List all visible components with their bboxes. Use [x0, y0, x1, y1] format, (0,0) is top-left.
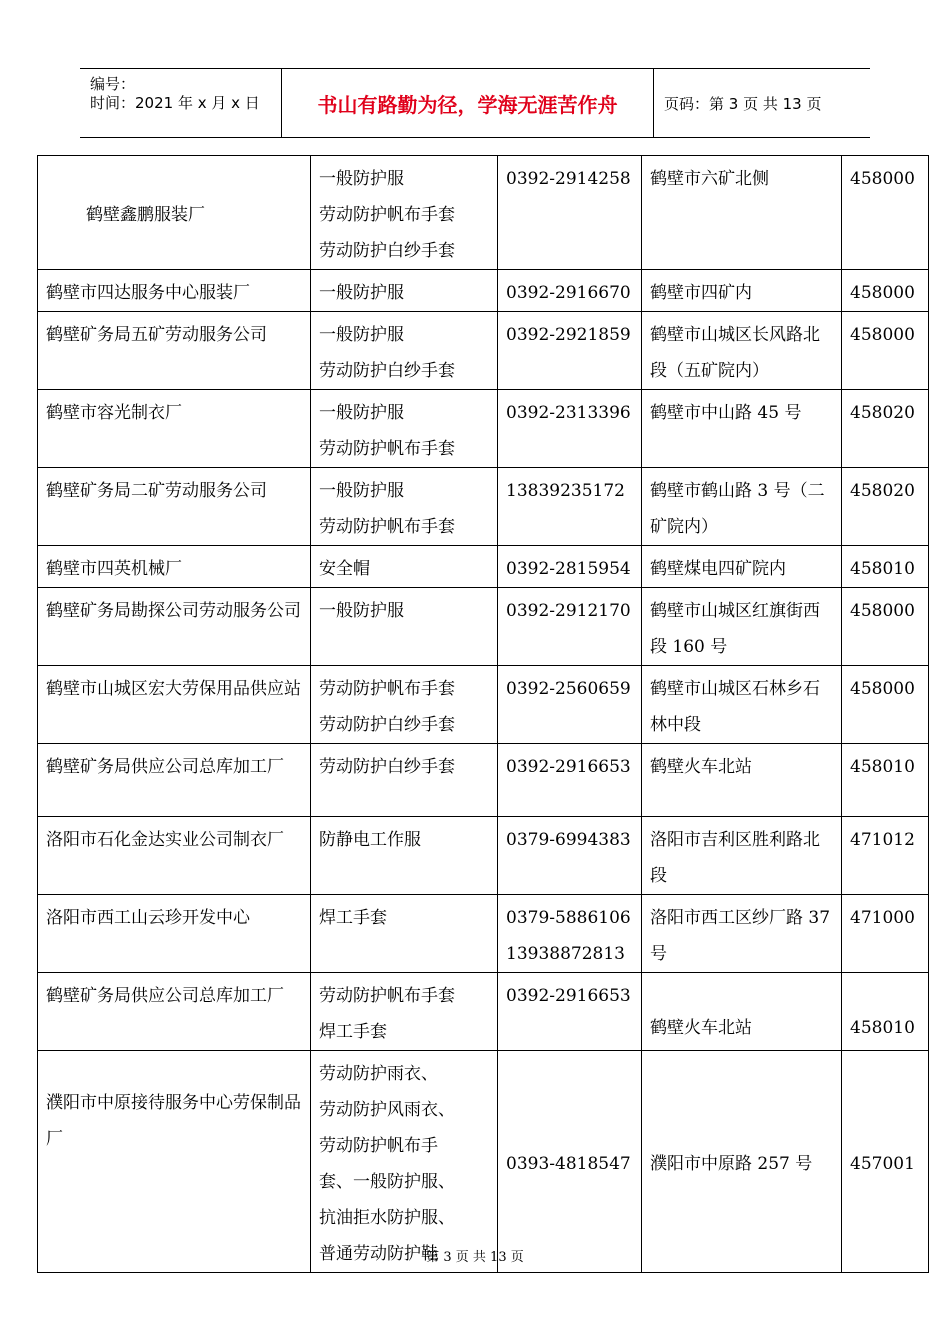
postcode-cell: 458020 — [842, 390, 929, 468]
postcode-cell: 458000 — [842, 270, 929, 312]
address-cell: 洛阳市西工区纱厂路 37 号 — [642, 895, 842, 973]
postcode-cell: 458000 — [842, 156, 929, 270]
phone-cell: 0392-2921859 — [498, 312, 642, 390]
address-cell: 鹤壁市四矿内 — [642, 270, 842, 312]
address-cell: 鹤壁火车北站 — [642, 744, 842, 817]
table-row — [38, 270, 929, 312]
products-cell: 一般防护服 劳动防护帆布手套 — [311, 390, 498, 468]
address-cell: 鹤壁市中山路 45 号 — [642, 390, 842, 468]
company-cell: 濮阳市中原接待服务中心劳保制品厂 — [38, 1051, 311, 1273]
table-row — [38, 817, 929, 895]
company-cell: 鹤壁市容光制衣厂 — [38, 390, 311, 468]
company-cell: 鹤壁矿务局供应公司总库加工厂 — [38, 744, 311, 817]
postcode-cell: 457001 — [842, 1051, 929, 1273]
table-row — [38, 973, 929, 1051]
products-cell: 劳动防护帆布手套 焊工手套 — [311, 973, 498, 1051]
products-cell: 一般防护服 劳动防护白纱手套 — [311, 312, 498, 390]
address-cell: 鹤壁市山城区红旗街西段 160 号 — [642, 588, 842, 666]
company-cell: 鹤壁矿务局二矿劳动服务公司 — [38, 468, 311, 546]
table-row — [38, 1051, 929, 1273]
postcode-cell: 458000 — [842, 312, 929, 390]
header-meta — [80, 69, 282, 137]
table-row — [38, 744, 929, 817]
company-cell: 鹤壁鑫鹏服装厂 — [38, 156, 311, 270]
company-cell: 洛阳市石化金达实业公司制衣厂 — [38, 817, 311, 895]
phone-cell: 0392-2916653 — [498, 973, 642, 1051]
postcode-cell: 458000 — [842, 588, 929, 666]
header-page-info — [654, 69, 869, 137]
products-cell: 劳动防护白纱手套 — [311, 744, 498, 817]
company-cell: 鹤壁市四英机械厂 — [38, 546, 311, 588]
document-number-label: 编号： — [90, 75, 136, 93]
page-number-label: 页码：第 3 页 共 13 页 — [664, 94, 822, 113]
postcode-cell: 458010 — [842, 744, 929, 817]
products-cell: 一般防护服 — [311, 270, 498, 312]
address-cell: 鹤壁市鹤山路 3 号（二矿院内） — [642, 468, 842, 546]
table-row — [38, 666, 929, 744]
address-cell: 洛阳市吉利区胜利路北段 — [642, 817, 842, 895]
phone-cell: 13839235172 — [498, 468, 642, 546]
page-header — [80, 68, 870, 138]
postcode-cell: 471012 — [842, 817, 929, 895]
company-cell: 洛阳市西工山云珍开发中心 — [38, 895, 311, 973]
postcode-cell: 458020 — [842, 468, 929, 546]
phone-cell: 0379-6994383 — [498, 817, 642, 895]
address-cell: 鹤壁市山城区长风路北段（五矿院内） — [642, 312, 842, 390]
address-cell: 鹤壁火车北站 — [642, 973, 842, 1051]
phone-cell: 0392-2912170 — [498, 588, 642, 666]
phone-cell: 0392-2914258 — [498, 156, 642, 270]
phone-cell: 0392-2815954 — [498, 546, 642, 588]
products-cell: 防静电工作服 — [311, 817, 498, 895]
phone-cell: 0393-4818547 — [498, 1051, 642, 1273]
table-row — [38, 588, 929, 666]
company-cell: 鹤壁矿务局五矿劳动服务公司 — [38, 312, 311, 390]
table-row — [38, 546, 929, 588]
table-row — [38, 895, 929, 973]
postcode-cell: 458010 — [842, 546, 929, 588]
address-cell: 鹤壁市山城区石林乡石林中段 — [642, 666, 842, 744]
company-cell: 鹤壁市山城区宏大劳保用品供应站 — [38, 666, 311, 744]
postcode-cell: 458000 — [842, 666, 929, 744]
postcode-cell: 458010 — [842, 973, 929, 1051]
header-motto: 书山有路勤为径，学海无涯苦作舟 — [282, 69, 654, 137]
company-cell: 鹤壁矿务局勘探公司劳动服务公司 — [38, 588, 311, 666]
address-cell: 濮阳市中原路 257 号 — [642, 1051, 842, 1273]
table-row — [38, 156, 929, 270]
phone-cell: 0392-2560659 — [498, 666, 642, 744]
document-date-label: 时间：2021 年 x 月 x 日 — [90, 94, 260, 112]
products-cell: 焊工手套 — [311, 895, 498, 973]
products-cell: 一般防护服 — [311, 588, 498, 666]
products-cell: 安全帽 — [311, 546, 498, 588]
products-cell: 一般防护服 劳动防护帆布手套 — [311, 468, 498, 546]
address-cell: 鹤壁市六矿北侧 — [642, 156, 842, 270]
phone-cell: 0379-5886106 13938872813 — [498, 895, 642, 973]
company-cell: 鹤壁矿务局供应公司总库加工厂 — [38, 973, 311, 1051]
page-footer: 第 3 页 共 13 页 — [426, 1250, 524, 1265]
products-cell: 劳动防护雨衣、 劳动防护风雨衣、 劳动防护帆布手 套、一般防护服、 抗油拒水防护服、 普通劳动防护鞋 — [311, 1051, 498, 1273]
postcode-cell: 471000 — [842, 895, 929, 973]
phone-cell: 0392-2916653 — [498, 744, 642, 817]
phone-cell: 0392-2313396 — [498, 390, 642, 468]
table-row — [38, 468, 929, 546]
phone-cell: 0392-2916670 — [498, 270, 642, 312]
products-cell: 一般防护服 劳动防护帆布手套 劳动防护白纱手套 — [311, 156, 498, 270]
table-row — [38, 390, 929, 468]
table-row — [38, 312, 929, 390]
products-cell: 劳动防护帆布手套 劳动防护白纱手套 — [311, 666, 498, 744]
supplier-table — [37, 155, 929, 1273]
address-cell: 鹤壁煤电四矿院内 — [642, 546, 842, 588]
company-cell: 鹤壁市四达服务中心服装厂 — [38, 270, 311, 312]
